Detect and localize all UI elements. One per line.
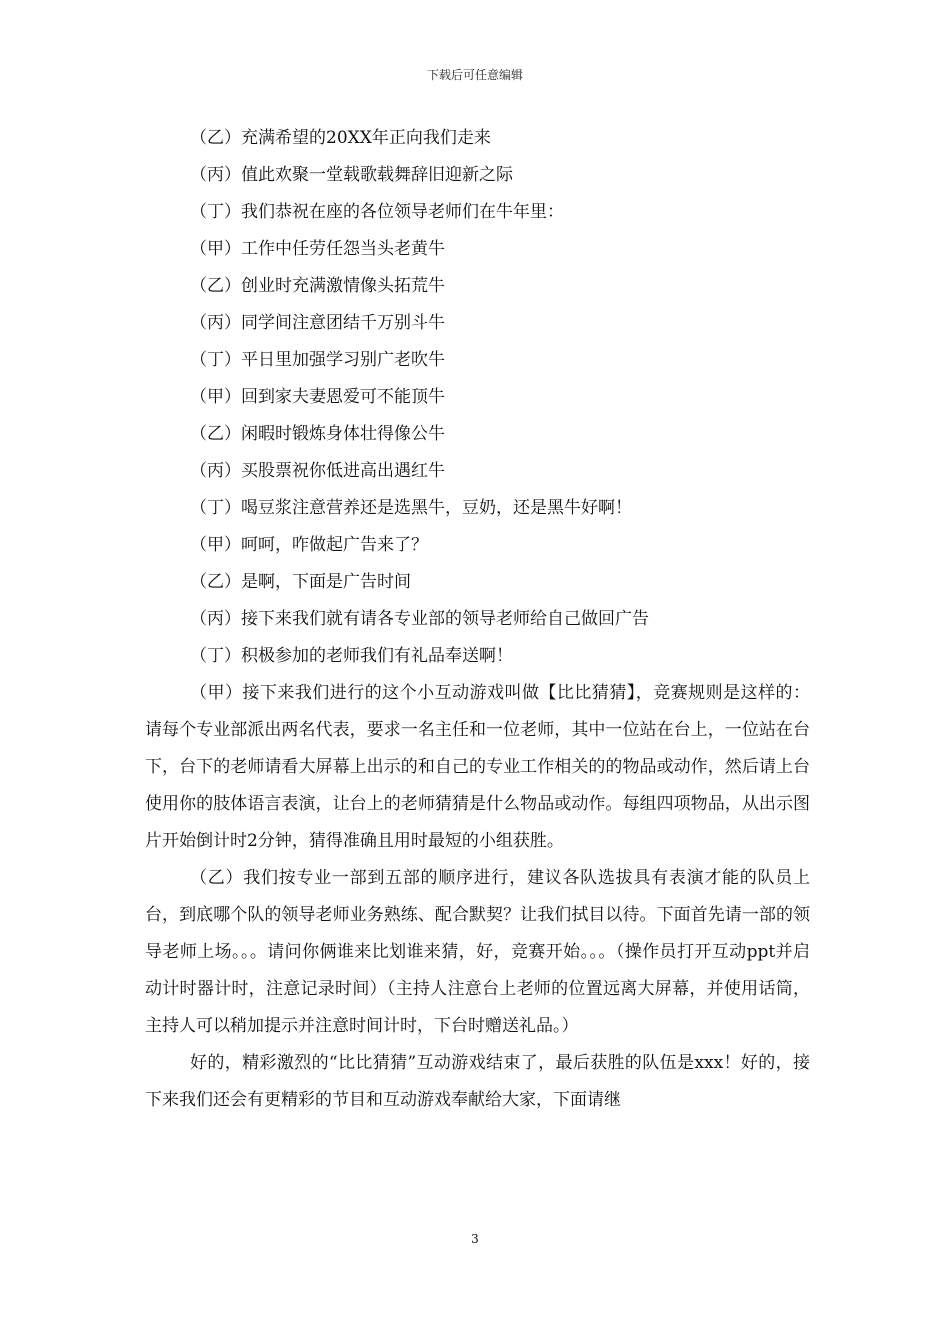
page-number: 3 <box>471 1232 479 1246</box>
script-line: （丁）积极参加的老师我们有礼品奉送啊！ <box>190 646 513 666</box>
script-line: （丙）买股票祝你低进高出遇红牛 <box>190 461 445 481</box>
script-line: （丁）喝豆浆注意营养还是选黑牛，豆奶，还是黑牛好啊！ <box>190 498 632 518</box>
paragraph-game-result: 好的，精彩激烈的“比比猜猜”互动游戏结束了，最后获胜的队伍是xxx！好的，接下来我们还会有更精彩的节目和互动游戏奉献给大家，下面请继 <box>145 1053 810 1110</box>
script-line: （丙）值此欢聚一堂载歌载舞辞旧迎新之际 <box>190 165 513 185</box>
script-line: （乙）闲暇时锻炼身体壮得像公牛 <box>190 424 445 444</box>
script-line: （甲）呵呵，咋做起广告来了？ <box>190 535 428 555</box>
script-line: （丙）接下来我们就有请各专业部的领导老师给自己做回广告 <box>190 609 649 629</box>
script-line: （丙）同学间注意团结千万别斗牛 <box>190 313 445 333</box>
script-line: （乙）是啊，下面是广告时间 <box>190 572 411 592</box>
script-line: （甲）回到家夫妻恩爱可不能顶牛 <box>190 387 445 407</box>
script-line: （乙）充满希望的20XX年正向我们走来 <box>190 128 491 148</box>
script-line: （丁）我们恭祝在座的各位领导老师们在牛年里： <box>190 202 564 222</box>
script-line: （乙）创业时充满激情像头拓荒牛 <box>190 276 445 296</box>
paragraph-game-rules: （甲）接下来我们进行的这个小互动游戏叫做【比比猜猜】，竞赛规则是这样的：请每个专业部派出两名代表，要求一名主任和一位老师，其中一位站在台上，一位站在台下，台下的老师请看大屏幕上出示的和自己的专业工作相关的的物品或动作，然后请上台使用你的肢体语言表演，让台上的老师猜猜是什么物品或动作。每组四项物品，从出示图片开始倒计时2分钟，猜得准确且用时最短的小组获胜。 <box>145 683 810 851</box>
script-line: （丁）平日里加强学习别广老吹牛 <box>190 350 445 370</box>
page-header: 下载后可任意编辑 <box>426 68 523 82</box>
document-body <box>145 120 810 1119</box>
script-line: （甲）工作中任劳任怨当头老黄牛 <box>190 239 445 259</box>
paragraph-game-procedure: （乙）我们按专业一部到五部的顺序进行，建议各队选拔具有表演才能的队员上台，到底哪个队的领导老师业务熟练、配合默契？让我们拭目以待。下面首先请一部的领导老师上场。。。请问你俩谁来比划谁来猜，好，竞赛开始。。。（操作员打开互动ppt并启动计时器计时，注意记录时间）（主持人注意台上老师的位置远离大屏幕，并使用话筒，主持人可以稍加提示并注意时间计时，下台时赠送礼品。） <box>145 868 810 1036</box>
